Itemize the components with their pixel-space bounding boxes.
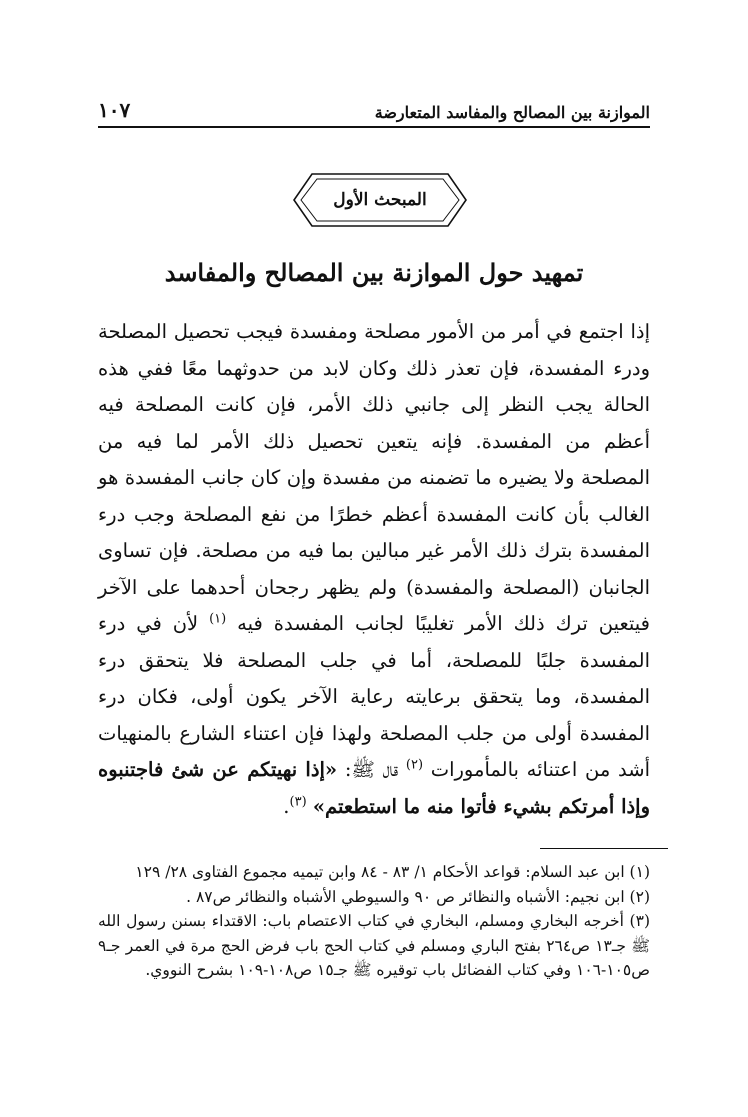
section-label: المبحث الأول	[333, 190, 427, 210]
footnote-3: (٣) أخرجه البخاري ومسلم، البخاري في كتاب الاعتصام باب: الاقتداء بسنن رسول الله ﷺ جـ١٣ ص٢٦٤ بفتح الباري ومسلم في كتاب الحج باب فرض الحج مرة في العمر جـ٩ ص١٠٥-١٠٦ وفي كتاب الفضائل باب توقيره ﷺ جـ١٥ ص١٠٨-١٠٩ بشرح النووي.	[98, 912, 650, 979]
footnote-ref-1[interactable]: (١)	[209, 611, 227, 627]
section-heading-frame	[290, 170, 470, 230]
body-text-part1: إذا اجتمع في أمر من الأمور مصلحة ومفسدة فيجب تحصيل المصلحة ودرء المفسدة، فإن تعذر ذلك وكان لابد من حدوثهما معًا ففي هذه الحالة يجب النظر إلى جانبي ذلك الأمر، فإن كانت المصلحة فيه أعظم من المفسدة. فإنه يتعين تحصيل ذلك الأمر لما فيه من المصلحة ولا يضيره ما تضمنه من مفسدة وإن كان جانب المفسدة هو الغالب بأن كانت المفسدة أعظم خطرًا من نفع المصلحة وجب درء المفسدة بترك ذلك الأمر غير مبالين بما فيه من مصلحة. فإن تساوى الجانبان (المصلحة والمفسدة) ولم يظهر رجحان أحدهما على الآخر فيتعين ترك ذلك الأمر تغليبًا لجانب المفسدة فيه	[98, 320, 650, 635]
chapter-title: تمهيد حول الموازنة بين المصالح والمفاسد	[164, 258, 584, 287]
hadith-quote: «إذا نهيتكم عن شئ فاجتنبوه وإذا أمرتكم بشيء فأتوا منه ما استطعتم»	[98, 758, 650, 818]
footnote-ref-3[interactable]: (٣)	[289, 794, 307, 809]
running-title: الموازنة بين المصالح والمفاسد المتعارضة	[374, 103, 650, 122]
footnote-ref-2[interactable]: (٢)	[405, 757, 424, 773]
footnote-1: (١) ابن عبد السلام: قواعد الأحكام ١/ ٨٣ - ٨٤ وابن تيميه مجموع الفتاوى ٢٨/ ١٢٩	[135, 863, 650, 881]
footnote-2: (٢) ابن نجيم: الأشباه والنظائر ص ٩٠ والسيوطي الأشباه والنظائر ص٨٧ .	[186, 887, 650, 906]
body-text-part2: لأن في درء المفسدة جلبًا للمصلحة، أما في جلب المصلحة فلا يتحقق درء المفسدة، وما يتحقق برعايته رعاية الآخر يكون أولى، فكان درء المفسدة أولى من جلب المصلحة ولهذا فإن اعتناء الشارع بالمنهيات أشد من اعتنائه بالمأمورات	[98, 612, 650, 781]
body-text-part3: قال ﷺ:	[337, 758, 406, 781]
running-header	[98, 88, 650, 128]
body-text-end: .	[283, 794, 290, 818]
footnote-divider	[540, 848, 668, 849]
footnotes	[98, 860, 650, 983]
page-number: ١٠٧	[98, 98, 131, 122]
body-paragraph	[98, 314, 650, 825]
